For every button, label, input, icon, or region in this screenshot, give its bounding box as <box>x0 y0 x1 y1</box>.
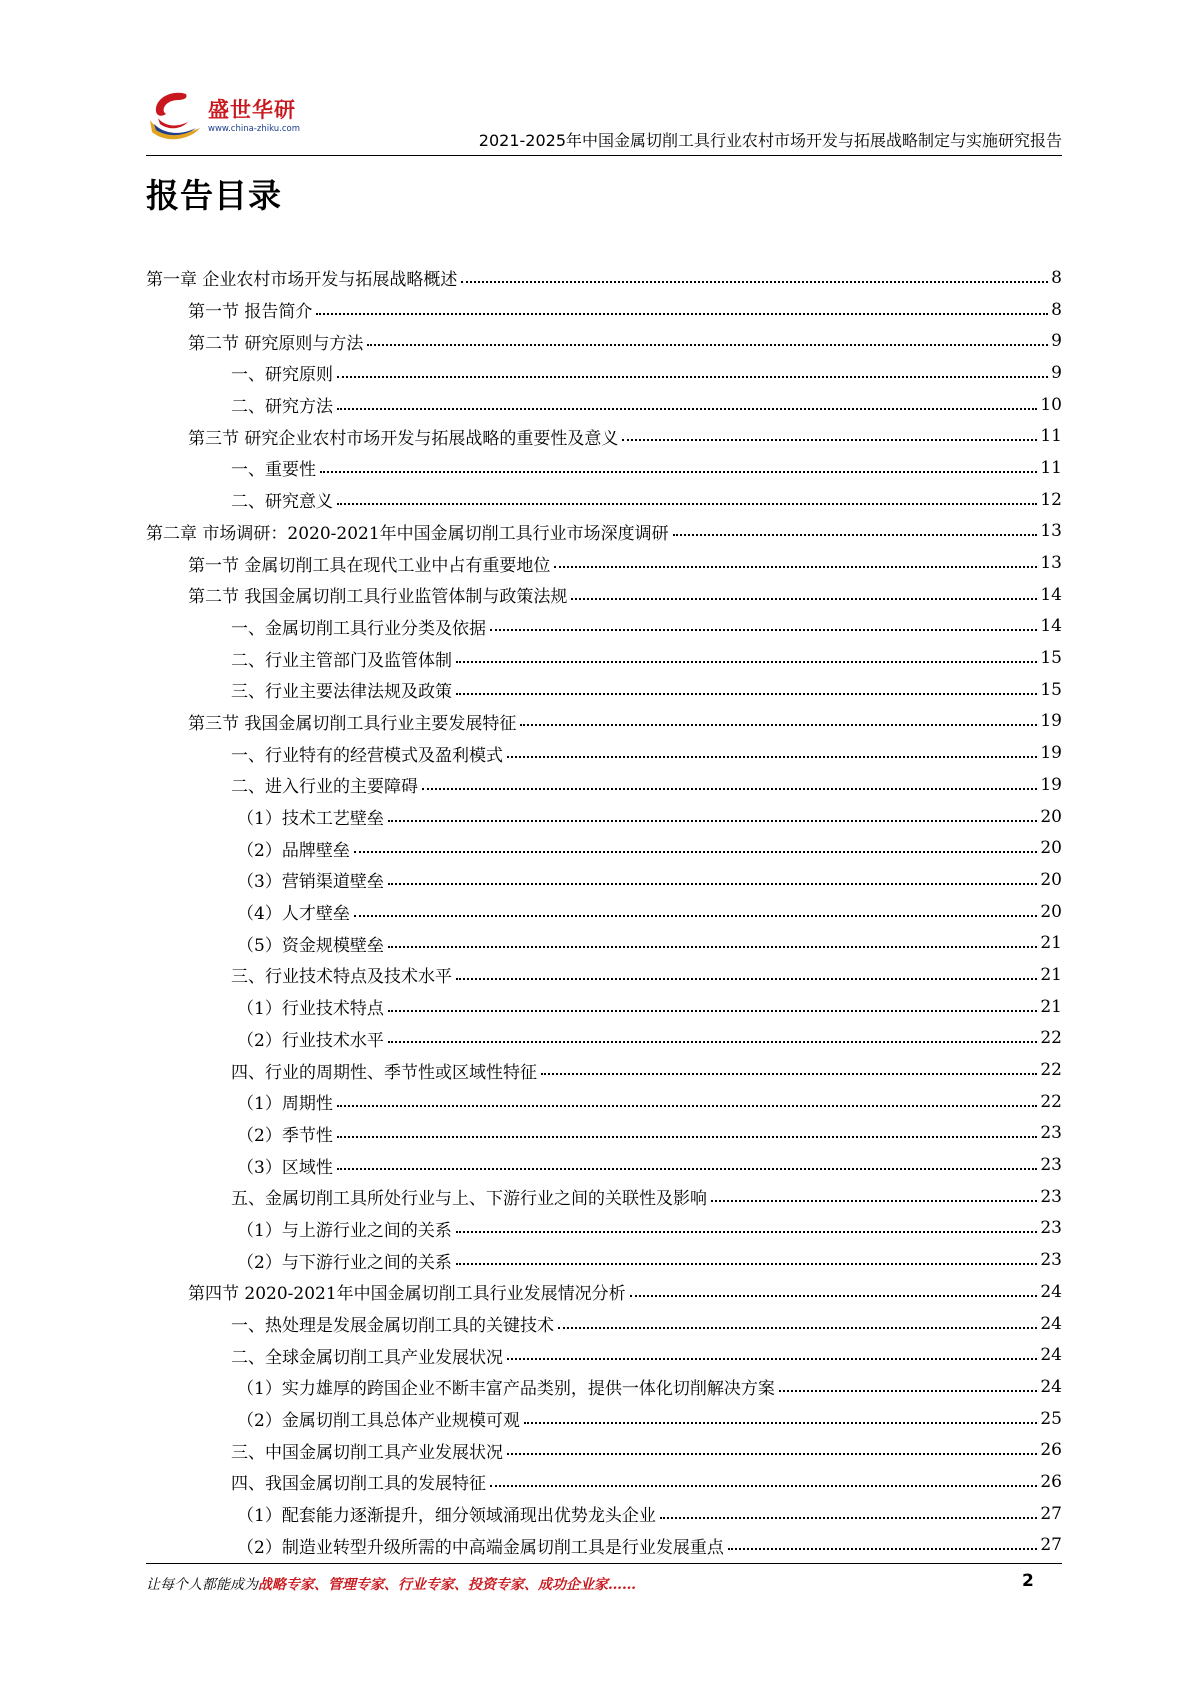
toc-entry[interactable] <box>146 1308 1062 1340</box>
toc-entry-label: 三、中国金属切削工具产业发展状况 <box>231 1442 503 1463</box>
toc-entry[interactable] <box>146 737 1062 769</box>
toc-entry-label: 第二节 研究原则与方法 <box>188 333 364 354</box>
toc-leader-dots <box>558 1327 1037 1329</box>
toc-entry[interactable] <box>146 1118 1062 1150</box>
toc-leader-dots <box>367 344 1048 346</box>
toc-entry-label: （2）与下游行业之间的关系 <box>237 1252 452 1273</box>
toc-entry[interactable] <box>146 1213 1062 1245</box>
toc-entry-label: 第三节 我国金属切削工具行业主要发展特征 <box>188 713 517 734</box>
toc-leader-dots <box>779 1390 1038 1392</box>
toc-leader-dots <box>622 439 1037 441</box>
toc-entry-label: （1）技术工艺壁垒 <box>237 809 384 830</box>
toc-entry-label: （1）与上游行业之间的关系 <box>237 1220 452 1241</box>
toc-entry[interactable] <box>146 547 1062 579</box>
toc-entry[interactable] <box>146 1371 1062 1403</box>
toc-entry-page: 27 <box>1040 1535 1062 1556</box>
toc-leader-dots <box>337 503 1037 505</box>
footer-slogan-prefix: 让每个人都能成为 <box>146 1577 258 1593</box>
toc-leader-dots <box>461 281 1048 283</box>
toc-entry[interactable] <box>146 1530 1062 1562</box>
toc-entry-label: （3）区域性 <box>237 1157 333 1178</box>
toc-leader-dots <box>388 1041 1038 1043</box>
toc-leader-dots <box>456 1231 1038 1233</box>
toc-entry[interactable] <box>146 769 1062 801</box>
toc-entry-page: 13 <box>1040 553 1062 574</box>
logo-name: 盛世华研 <box>208 98 296 122</box>
report-title: 2021-2025年中国金属切削工具行业农村市场开发与拓展战略制定与实施研究报告 <box>478 131 1062 150</box>
toc-entry-page: 11 <box>1040 457 1062 478</box>
toc-leader-dots <box>388 883 1038 885</box>
toc-entry-page: 19 <box>1040 743 1062 764</box>
toc-entry-label: （1）配套能力逐渐提升，细分领域涌现出优势龙头企业 <box>237 1506 656 1527</box>
toc-entry-label: （1）行业技术特点 <box>237 999 384 1020</box>
toc-leader-dots <box>337 1105 1038 1107</box>
toc-leader-dots <box>660 1517 1038 1519</box>
toc-entry-page: 10 <box>1040 394 1062 415</box>
toc-entry[interactable] <box>146 1023 1062 1055</box>
toc-entry-label: 三、行业技术特点及技术水平 <box>231 967 452 988</box>
toc-entry[interactable] <box>146 1276 1062 1308</box>
toc-leader-dots <box>354 851 1038 853</box>
toc-entry[interactable] <box>146 516 1062 548</box>
toc-entry-page: 22 <box>1040 1091 1062 1112</box>
toc-entry-page: 25 <box>1040 1408 1062 1429</box>
toc-entry-label: 二、研究方法 <box>231 397 333 418</box>
toc-entry-label: 第二节 我国金属切削工具行业监管体制与政策法规 <box>188 587 568 608</box>
toc-entry[interactable] <box>146 294 1062 326</box>
toc-entry-page: 9 <box>1051 362 1062 383</box>
toc-entry-label: （4）人才壁垒 <box>237 904 350 925</box>
toc-entry[interactable] <box>146 1149 1062 1181</box>
toc-entry[interactable] <box>146 927 1062 959</box>
toc-entry-page: 20 <box>1040 806 1062 827</box>
toc-entry[interactable] <box>146 325 1062 357</box>
toc-entry-label: 第三节 研究企业农村市场开发与拓展战略的重要性及意义 <box>188 428 619 449</box>
company-logo <box>146 80 316 146</box>
page-number: 2 <box>1022 1571 1034 1591</box>
table-of-contents <box>146 262 1062 1561</box>
toc-leader-dots <box>520 724 1037 726</box>
toc-entry-page: 15 <box>1040 648 1062 669</box>
toc-entry[interactable] <box>146 1181 1062 1213</box>
toc-entry[interactable] <box>146 1498 1062 1530</box>
toc-leader-dots <box>507 1358 1037 1360</box>
toc-entry-page: 22 <box>1040 1060 1062 1081</box>
toc-entry-page: 24 <box>1040 1376 1062 1397</box>
toc-entry-page: 24 <box>1040 1313 1062 1334</box>
toc-entry-label: 一、行业特有的经营模式及盈利模式 <box>231 745 503 766</box>
toc-entry[interactable] <box>146 579 1062 611</box>
toc-entry-page: 20 <box>1040 838 1062 859</box>
toc-entry-label: 一、金属切削工具行业分类及依据 <box>231 618 486 639</box>
toc-leader-dots <box>507 756 1037 758</box>
footer-divider <box>146 1563 1062 1564</box>
toc-leader-dots <box>337 376 1048 378</box>
toc-entry-page: 23 <box>1040 1250 1062 1271</box>
toc-entry-label: （2）行业技术水平 <box>237 1030 384 1051</box>
toc-entry-label: （1）周期性 <box>237 1094 333 1115</box>
toc-entry-page: 24 <box>1040 1345 1062 1366</box>
toc-leader-dots <box>337 1168 1038 1170</box>
footer-slogan <box>146 1574 636 1594</box>
toc-entry-label: （3）营销渠道壁垒 <box>237 872 384 893</box>
toc-leader-dots <box>728 1548 1038 1550</box>
toc-leader-dots <box>456 1263 1038 1265</box>
toc-leader-dots <box>354 915 1038 917</box>
toc-leader-dots <box>456 661 1037 663</box>
toc-entry-page: 21 <box>1040 996 1062 1017</box>
toc-entry-page: 21 <box>1040 964 1062 985</box>
toc-entry[interactable] <box>146 832 1062 864</box>
toc-entry-label: 第二章 市场调研：2020-2021年中国金属切削工具行业市场深度调研 <box>146 523 669 544</box>
logo-icon <box>146 88 204 144</box>
toc-entry[interactable] <box>146 991 1062 1023</box>
toc-entry-label: 一、研究原则 <box>231 365 333 386</box>
toc-leader-dots <box>456 693 1037 695</box>
toc-entry[interactable] <box>146 1339 1062 1371</box>
toc-entry[interactable] <box>146 674 1062 706</box>
toc-entry[interactable] <box>146 420 1062 452</box>
toc-leader-dots <box>711 1200 1037 1202</box>
toc-entry-page: 14 <box>1040 616 1062 637</box>
toc-entry[interactable] <box>146 706 1062 738</box>
toc-entry-page: 23 <box>1040 1218 1062 1239</box>
toc-entry[interactable] <box>146 896 1062 928</box>
toc-leader-dots <box>337 408 1037 410</box>
toc-entry-label: 三、行业主要法律法规及政策 <box>231 682 452 703</box>
toc-leader-dots <box>524 1422 1038 1424</box>
toc-leader-dots <box>456 978 1037 980</box>
toc-entry[interactable] <box>146 642 1062 674</box>
toc-entry[interactable] <box>146 1403 1062 1435</box>
toc-entry-page: 23 <box>1040 1155 1062 1176</box>
toc-entry-page: 22 <box>1040 1028 1062 1049</box>
toc-entry-page: 12 <box>1040 489 1062 510</box>
toc-entry-page: 15 <box>1040 679 1062 700</box>
toc-entry[interactable] <box>146 1086 1062 1118</box>
toc-leader-dots <box>630 1295 1038 1297</box>
toc-leader-dots <box>554 566 1037 568</box>
toc-entry[interactable] <box>146 1466 1062 1498</box>
toc-entry-page: 19 <box>1040 711 1062 732</box>
toc-entry-label: 四、我国金属切削工具的发展特征 <box>231 1474 486 1495</box>
toc-leader-dots <box>388 1010 1038 1012</box>
toc-entry[interactable] <box>146 452 1062 484</box>
toc-leader-dots <box>422 788 1037 790</box>
toc-entry-page: 20 <box>1040 901 1062 922</box>
toc-entry[interactable] <box>146 262 1062 294</box>
toc-entry-label: （2）品牌壁垒 <box>237 840 350 861</box>
toc-entry-page: 13 <box>1040 521 1062 542</box>
toc-entry-page: 19 <box>1040 774 1062 795</box>
toc-leader-dots <box>571 598 1037 600</box>
toc-entry[interactable] <box>146 864 1062 896</box>
toc-entry-label: 二、行业主管部门及监管体制 <box>231 650 452 671</box>
footer-slogan-highlight: 战略专家、管理专家、行业专家、投资专家、成功企业家…… <box>258 1577 636 1593</box>
toc-entry-label: 四、行业的周期性、季节性或区域性特征 <box>231 1062 537 1083</box>
toc-entry-label: 二、研究意义 <box>231 492 333 513</box>
toc-entry[interactable] <box>146 484 1062 516</box>
toc-entry-label: 第四节 2020-2021年中国金属切削工具行业发展情况分析 <box>188 1284 626 1305</box>
toc-entry-page: 24 <box>1040 1281 1062 1302</box>
toc-entry[interactable] <box>146 357 1062 389</box>
toc-leader-dots <box>507 1453 1037 1455</box>
toc-entry-page: 26 <box>1040 1440 1062 1461</box>
toc-leader-dots <box>490 1485 1037 1487</box>
header-divider <box>146 155 1062 156</box>
toc-leader-dots <box>490 629 1037 631</box>
toc-entry-label: 第一节 报告简介 <box>188 302 313 323</box>
page-header <box>146 80 1062 160</box>
toc-leader-dots <box>388 946 1038 948</box>
toc-entry-label: （2）制造业转型升级所需的中高端金属切削工具是行业发展重点 <box>237 1537 724 1558</box>
toc-entry-page: 20 <box>1040 869 1062 890</box>
toc-entry-label: （2）季节性 <box>237 1125 333 1146</box>
toc-entry-label: （5）资金规模壁垒 <box>237 935 384 956</box>
toc-entry[interactable] <box>146 1054 1062 1086</box>
toc-entry-label: 一、热处理是发展金属切削工具的关键技术 <box>231 1316 554 1337</box>
toc-entry-page: 11 <box>1040 426 1062 447</box>
toc-entry-page: 8 <box>1051 267 1062 288</box>
toc-entry-label: 二、进入行业的主要障碍 <box>231 777 418 798</box>
toc-entry-label: 五、金属切削工具所处行业与上、下游行业之间的关联性及影响 <box>231 1189 707 1210</box>
toc-entry-page: 26 <box>1040 1471 1062 1492</box>
toc-entry-label: （1）实力雄厚的跨国企业不断丰富产品类别，提供一体化切削解决方案 <box>237 1379 775 1400</box>
toc-entry-page: 8 <box>1051 299 1062 320</box>
toc-entry[interactable] <box>146 1244 1062 1276</box>
toc-leader-dots <box>541 1073 1037 1075</box>
toc-entry-label: 第一章 企业农村市场开发与拓展战略概述 <box>146 270 458 291</box>
toc-entry-page: 14 <box>1040 584 1062 605</box>
toc-entry-page: 21 <box>1040 933 1062 954</box>
toc-leader-dots <box>388 820 1038 822</box>
toc-entry-label: 一、重要性 <box>231 460 316 481</box>
page-title: 报告目录 <box>146 176 282 215</box>
toc-entry-label: 二、全球金属切削工具产业发展状况 <box>231 1347 503 1368</box>
toc-entry-page: 9 <box>1051 331 1062 352</box>
toc-leader-dots <box>320 471 1037 473</box>
toc-entry[interactable] <box>146 959 1062 991</box>
toc-entry[interactable] <box>146 1434 1062 1466</box>
toc-entry[interactable] <box>146 611 1062 643</box>
toc-entry-page: 23 <box>1040 1186 1062 1207</box>
logo-url: www.china-zhiku.com <box>208 124 300 134</box>
toc-entry-page: 27 <box>1040 1503 1062 1524</box>
toc-entry-page: 23 <box>1040 1123 1062 1144</box>
toc-entry[interactable] <box>146 389 1062 421</box>
toc-leader-dots <box>316 313 1048 315</box>
toc-entry-label: （2）金属切削工具总体产业规模可观 <box>237 1411 520 1432</box>
toc-leader-dots <box>673 534 1038 536</box>
toc-entry[interactable] <box>146 801 1062 833</box>
toc-entry-label: 第一节 金属切削工具在现代工业中占有重要地位 <box>188 555 551 576</box>
toc-leader-dots <box>337 1136 1038 1138</box>
